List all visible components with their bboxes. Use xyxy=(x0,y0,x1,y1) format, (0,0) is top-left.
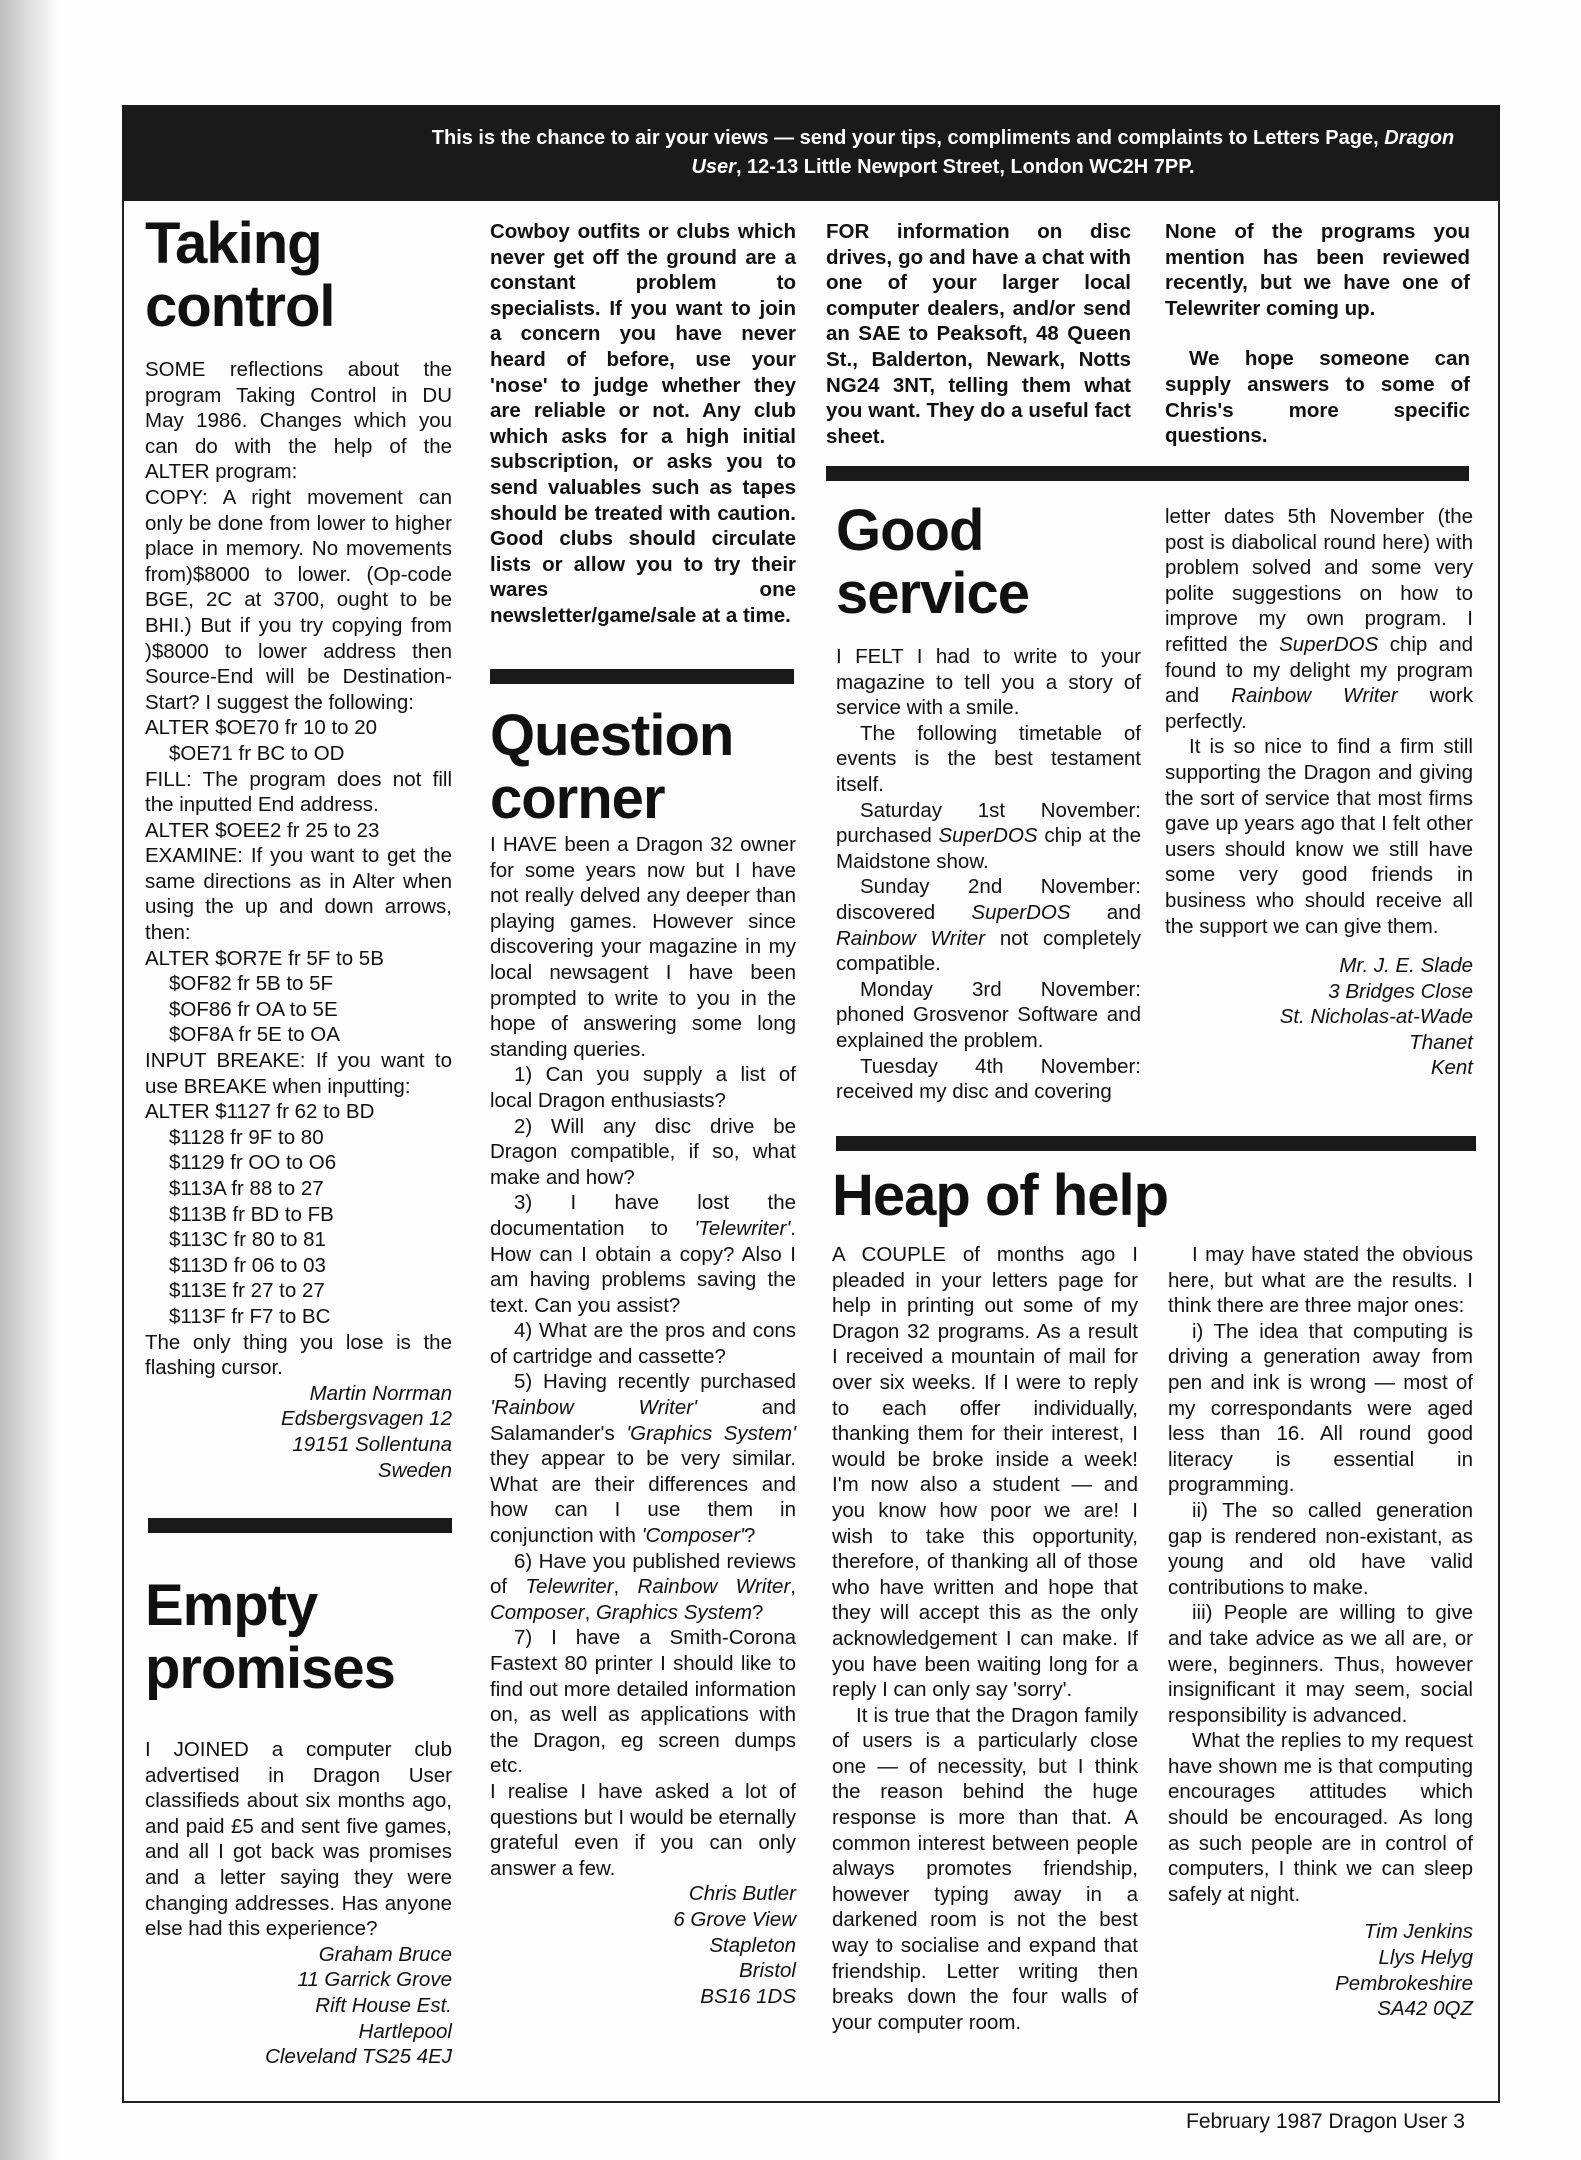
question-corner-heading: Question corner xyxy=(490,703,734,831)
good-service-signature: Mr. J. E. Slade 3 Bridges Close St. Nicholas-at-Wade Thanet Kent xyxy=(1279,954,1473,1080)
code-line: ALTER $OR7E fr 5F to 5B xyxy=(145,946,384,970)
question-item: 6) Have you published reviews of Telewriter, Rainbow Writer, Composer, Graphics System? xyxy=(490,1549,796,1624)
question-corner-signature: Chris Butler 6 Grove View Stapleton Bristol BS16 1DS xyxy=(673,1882,796,2008)
code-line: $113A fr 88 to 27 xyxy=(169,1177,324,1200)
taking-control-signature: Martin Norrman Edsbergsvagen 12 19151 Sollentuna Sweden xyxy=(281,1381,452,1482)
section-rule xyxy=(826,466,1469,481)
code-line: $113B fr BD to FB xyxy=(169,1202,334,1226)
question-item: 3) I have lost the documentation to 'Telewriter'. How can I obtain a copy? Also I am having problems saving the text. Can you assist? xyxy=(490,1191,796,1317)
banner-address: , 12-13 Little Newport Street, London WC2H 7PP. xyxy=(735,156,1195,178)
code-line: ALTER $OE70 fr 10 to 20 xyxy=(145,716,378,740)
code-line: $113F fr F7 to BC xyxy=(169,1304,331,1328)
taking-control-input: INPUT BREAKE: If you want to use BREAKE when inputting: xyxy=(145,1049,452,1098)
question-corner-intro: I HAVE been a Dragon 32 owner for some years now but I have not really delved any deeper than playing games. However since discovering your magazine in my local newsagent I have been prompted to write to you in the hope of answering some long standing queries. xyxy=(490,833,796,1061)
empty-promises-heading: Empty promises xyxy=(145,1573,395,1701)
question-corner-letter xyxy=(490,704,796,2009)
code-line: $113D fr 06 to 03 xyxy=(169,1253,326,1277)
code-line: $1129 fr OO to O6 xyxy=(169,1151,337,1175)
section-rule xyxy=(490,669,794,684)
empty-promises-signature: Graham Bruce 11 Garrick Grove Rift House Est. Hartlepool Cleveland TS25 4EJ xyxy=(265,1942,452,2069)
page-footer: February 1987 Dragon User 3 xyxy=(1186,2110,1465,2133)
question-item: 7) I have a Smith-Corona Fastext 80 printer I should like to find out more detailed information on, as well as applications with the Dragon, eg screen dumps etc. xyxy=(490,1626,796,1778)
empty-promises-letter xyxy=(145,1574,452,2070)
question-item: 2) Will any disc drive be Dragon compatible, if so, what make and how? xyxy=(490,1114,796,1189)
good-service-letter: Good service I FELT I had to write to your magazine to tell you a story of service with a smile. The following timetable of events is the best testament itself. Saturday 1st November: purchased SuperDOS chip at the Maidstone show. Sunday 2nd November: discovered SuperDOS and Rainbow Writer not completely compatible. Monday 3rd November: phoned Grosvenor Software and explained the problem. Tuesday 4th November: received my disc and covering xyxy=(836,498,1141,1104)
code-line: ALTER $OEE2 fr 25 to 23 xyxy=(145,818,380,842)
section-rule xyxy=(836,1136,1476,1151)
taking-control-examine: EXAMINE: If you want to get the same directions as in Alter when using the up and down arrows, then: xyxy=(145,844,452,945)
code-line: $OE71 fr BC to OD xyxy=(169,741,345,765)
question-item: 1) Can you supply a list of local Dragon enthusiasts? xyxy=(490,1063,796,1112)
code-line: $1128 fr 9F to 80 xyxy=(169,1125,324,1149)
empty-promises-reply: Cowboy outfits or clubs which never get off the ground are a constant problem to specialists. If you want to join a concern you have never heard of before, use your 'nose' to judge whether they are reliable or not. Any club which asks for a high initial subscription, or asks you to send valuables such as tapes should be treated with caution. Good clubs should circulate lists or allow you to try their wares one newsletter/game/sale at a time. xyxy=(490,220,796,627)
heap-of-help-continued: I may have stated the obvious here, but what are the results. I think there are three major ones: i) The idea that computing is driving a generation away from pen and ink is wrong — most of my correspondants were aged less than 16. All round good literacy is essential in programming. ii) The so called generation gap is rendered non-existant, as young and old have valid contributions to make. iii) People are willing to give and take advice as we all are, or were, beginners. Thus, however insignificant it may seem, social responsibility is advanced. What the replies to my request have shown me is that computing encourages attitudes which should be encouraged. As long as such people are in control of computers, I think we can sleep safely at night. Tim Jenkins Llys Helyg Pembrokeshire SA42 0QZ xyxy=(1168,1243,1473,2021)
good-service-continued: letter dates 5th November (the post is diabolical round here) with problem solved and some very polite suggestions on how to improve my own program. I refitted the SuperDOS chip and found to my delight my program and Rainbow Writer work perfectly. It is so nice to find a firm still supporting the Dragon and giving the sort of service that most firms gave up years ago that I felt other users should know we still have some very good friends in business who should receive all the support we can give them. Mr. J. E. Slade 3 Bridges Close St. Nicholas-at-Wade Thanet Kent xyxy=(1165,505,1473,1080)
taking-control-fill: FILL: The program does not fill the inputted End address. xyxy=(145,767,452,817)
heap-of-help-signature: Tim Jenkins Llys Helyg Pembrokeshire SA42 0QZ xyxy=(1335,1920,1473,2021)
code-line: $113C fr 80 to 81 xyxy=(169,1228,326,1252)
empty-promises-body: I JOINED a computer club advertised in Dragon User classifieds about six months ago, and paid £5 and sent five games, and all I got back was promises and a letter saying they were changing addresses. Has anyone else had this experience? xyxy=(145,1738,452,1941)
code-line: $OF86 fr OA to 5E xyxy=(169,997,338,1021)
code-line: $113E fr 27 to 27 xyxy=(169,1279,325,1303)
heap-of-help-heading: Heap of help xyxy=(832,1163,1169,1228)
taking-control-closing: The only thing you lose is the flashing cursor. xyxy=(145,1330,452,1380)
taking-control-copy: COPY: A right movement can only be done from lower to higher place in memory. No movements from)$8000 to lower. (Op-code BGE, 2C at 3700, ought to be BHI.) But if you try copying from )$8000 to lower address then Source-End will be Destination-Start? I suggest the following: xyxy=(145,485,452,714)
taking-control-letter xyxy=(145,212,452,1483)
good-service-heading: Good service xyxy=(836,498,1029,626)
taking-control-intro: SOME reflections about the program Taking Control in DU May 1986. Changes which you can do with the help of the ALTER program: xyxy=(145,358,452,484)
scan-edge xyxy=(0,0,58,2160)
question-reply-1: FOR information on disc drives, go and have a chat with one of your larger local computer dealers, and/or send an SAE to Peaksoft, 48 Queen St., Balderton, Newark, Notts NG24 3NT, telling them what you want. They do a useful fact sheet. xyxy=(826,220,1131,448)
code-line: ALTER $1127 fr 62 to BD xyxy=(145,1100,375,1124)
banner-magazine: Dragon User xyxy=(691,127,1455,178)
question-corner-closing: I realise I have asked a lot of questions but I would be eternally grateful even if you can only answer a few. xyxy=(490,1779,796,1880)
question-item: 4) What are the pros and cons of cartridge and cassette? xyxy=(490,1319,796,1368)
taking-control-heading: Taking control xyxy=(145,211,335,339)
banner-text: This is the chance to air your views — send your tips, compliments and complaints to Letters Page, xyxy=(431,127,1385,149)
question-reply-2: None of the programs you mention has been reviewed recently, but we have one of Telewriter coming up. We hope someone can supply answers to some of Chris's more specific questions. xyxy=(1165,220,1470,448)
code-line: $OF8A fr 5E to OA xyxy=(169,1023,340,1047)
question-item: 5) Having recently purchased 'Rainbow Writer' and Salamander's 'Graphics System' they appear to be very similar. What are their differences and how can I use them in conjunction with 'Composer'? xyxy=(490,1370,796,1548)
code-line: $OF82 fr 5B to 5F xyxy=(169,972,334,996)
letters-banner xyxy=(122,105,1500,201)
heap-of-help-letter: A COUPLE of months ago I pleaded in your letters page for help in printing out some of my Dragon 32 programs. As a result I received a mountain of mail for over six weeks. If I were to reply to each offer individually, thanking them for their interest, I would be broke inside a week! I'm now also a student — and you know how poor we are! I wish to take this opportunity, therefore, of thanking all of those who have written and hope that they will accept this as the only acknowledgement I can make. If you have been waiting long for a reply I can only say 'sorry'. It is true that the Dragon family of users is a particularly close one — of necessity, but I think the reason behind the huge response is more than that. A common interest between people always promotes friendship, however typing away in a darkened room is not the best way to socialise and expand that friendship. Letter writing then breaks down the four walls of your computer room. xyxy=(832,1243,1138,2034)
section-rule xyxy=(148,1518,452,1533)
